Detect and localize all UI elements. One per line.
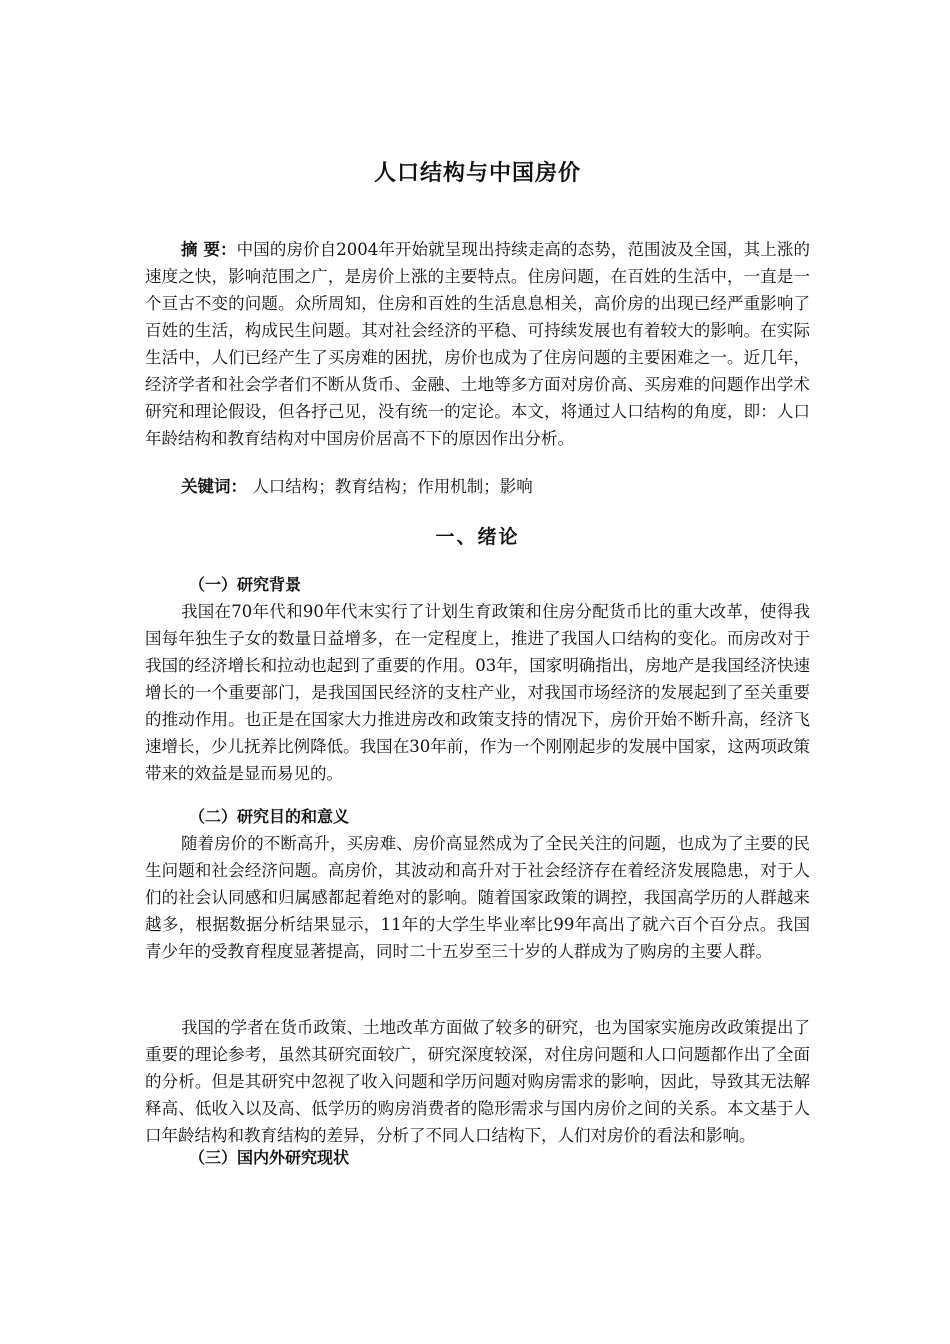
abstract-label: 摘 要： <box>181 240 237 259</box>
abstract-paragraph <box>145 236 810 452</box>
paragraph-research-background: 我国在70年代和90年代末实行了计划生育政策和住房分配货币比的重大改革，使得我国每年独生子女的数量日益增多，在一定程度上，推进了我国人口结构的变化。而房改对于我国的经济增长和拉动也起到了重要的作用。03年，国家明确指出，房地产是我国经济快速增长的一个重要部门，是我国国民经济的支柱产业，对我国市场经济的发展起到了至关重要的推动作用。也正是在国家大力推进房改和政策支持的情况下，房价开始不断升高，经济飞速增长，少儿抚养比例降低。我国在30年前，作为一个刚刚起步的发展中国家，这两项政策带来的效益是显而易见的。 <box>145 602 810 783</box>
subheading-purpose-significance: （二）研究目的和意义 <box>189 807 350 826</box>
subheading-research-background: （一）研究背景 <box>189 575 302 594</box>
subheading-research-status: （三）国内外研究现状 <box>189 1148 350 1167</box>
keywords-line <box>145 473 810 500</box>
abstract-text: 中国的房价自2004年开始就呈现出持续走高的态势，范围波及全国，其上涨的速度之快，影响范围之广，是房价上涨的主要特点。住房问题，在百姓的生活中，一直是一个亘古不变的问题。众所周知，住房和百姓的生活息息相关，高价房的出现已经严重影响了百姓的生活，构成民生问题。其对社会经济的平稳、可持续发展也有着较大的影响。在实际生活中，人们已经产生了买房难的困扰，房价也成为了住房问题的主要困难之一。近几年，经济学者和社会学者们不断从货币、金融、土地等多方面对房价高、买房难的问题作出学术研究和理论假设，但各抒己见，没有统一的定论。本文，将通过人口结构的角度，即：人口年龄结构和教育结构对中国房价居高不下的原因作出分析。 <box>145 240 810 448</box>
keywords-text: 人口结构；教育结构；作用机制；影响 <box>247 477 533 496</box>
section-heading-introduction: 一、绪论 <box>435 526 520 548</box>
keywords-label: 关键词： <box>181 477 247 496</box>
paragraph-purpose-2: 我国的学者在货币政策、土地改革方面做了较多的研究，也为国家实施房改政策提出了重要的理论参考，虽然其研究面较广，研究深度较深，对住房问题和人口问题都作出了全面的分析。但是其研究中忽视了收入问题和学历问题对购房需求的影响，因此，导致其无法解释高、低收入以及高、低学历的购房消费者的隐形需求与国内房价之间的关系。本文基于人口年龄结构和教育结构的差异，分析了不同人口结构下，人们对房价的看法和影响。 <box>145 1018 810 1145</box>
document-title: 人口结构与中国房价 <box>373 161 581 186</box>
paragraph-purpose-1: 随着房价的不断高升，买房难、房价高显然成为了全民关注的问题，也成为了主要的民生问题和社会经济问题。高房价，其波动和高升对于社会经济存在着经济发展隐患，对于人们的社会认同感和归属感都起着绝对的影响。随着国家政策的调控，我国高学历的人群越来越多，根据数据分析结果显示，11年的大学生毕业率比99年高出了就六百个百分点。我国青少年的受教育程度显著提高，同时二十五岁至三十岁的人群成为了购房的主要人群。 <box>145 834 810 961</box>
